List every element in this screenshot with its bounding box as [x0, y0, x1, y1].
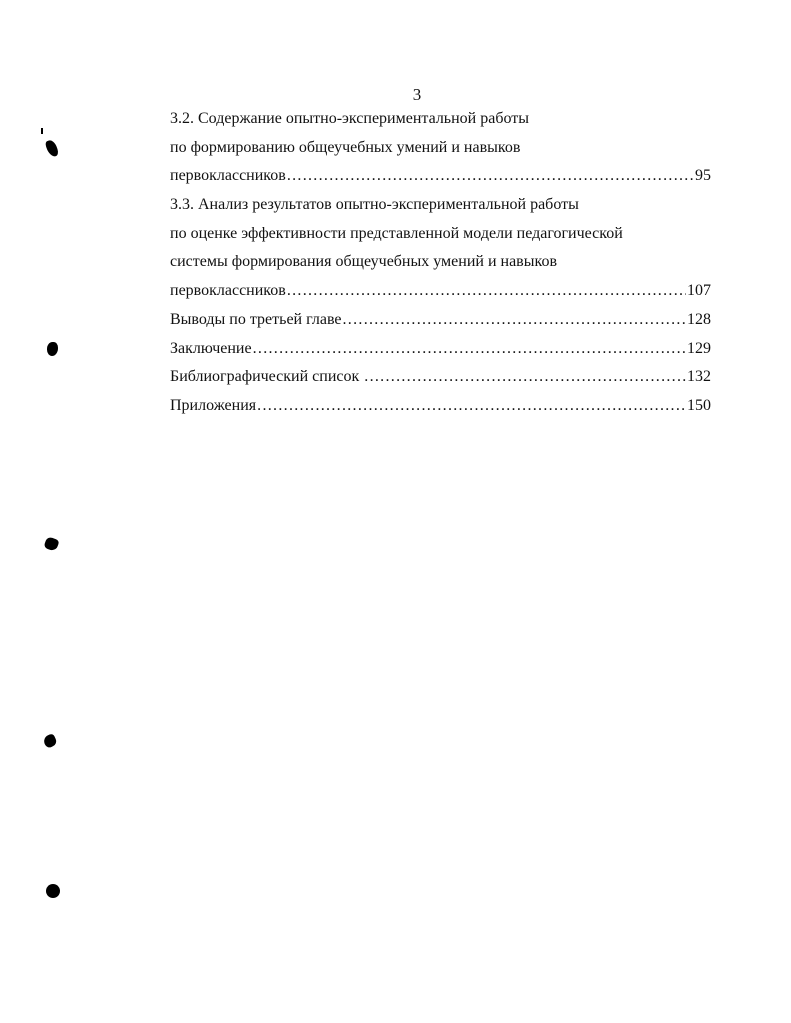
toc-line: 3.2. Содержание опытно-экспериментальной работы — [170, 110, 529, 127]
toc-entry-appendices — [170, 395, 711, 424]
toc-entry-page: 129 — [687, 339, 711, 357]
toc-entry-page: 150 — [687, 396, 711, 414]
scan-mark — [43, 536, 59, 552]
toc-entry-page: 132 — [687, 368, 711, 386]
toc-entry-conclusion — [170, 338, 711, 367]
toc-line: 3.3. Анализ результатов опытно-экспериментальной работы — [170, 196, 579, 214]
toc-entry-page: 95 — [695, 167, 711, 185]
dot-leader — [257, 395, 686, 417]
toc-entry-label: Приложения — [170, 396, 257, 414]
toc-entry-label: первоклассников — [170, 167, 286, 185]
toc-entry-label: Заключение — [170, 339, 252, 357]
dot-leader — [364, 366, 686, 388]
toc-entry-section-3-2 — [170, 165, 711, 194]
scan-mark — [42, 733, 58, 749]
toc-entry-label: первоклассников — [170, 282, 286, 300]
toc-entry-label: Выводы по третьей главе — [170, 310, 342, 328]
toc-line: системы формирования общеучебных умений и навыков — [170, 253, 557, 271]
toc-entry-label: Библиографический список — [170, 368, 364, 386]
dot-leader — [253, 338, 686, 360]
scan-mark — [46, 884, 60, 898]
scan-mark — [47, 342, 58, 356]
scan-mark — [41, 128, 43, 134]
toc-line: по оценке эффективности представленной модели педагогической — [170, 224, 623, 242]
dot-leader — [287, 165, 694, 187]
toc-entry-bibliography — [170, 366, 711, 395]
dot-leader — [287, 280, 686, 302]
toc-entry-section-3-3 — [170, 280, 711, 309]
page-number: 3 — [412, 85, 422, 104]
toc-entry-conclusions-chapter-3 — [170, 309, 711, 338]
toc-line: по формированию общеучебных умений и навыков — [170, 138, 521, 156]
toc-entry-page: 128 — [687, 310, 711, 328]
table-of-contents — [170, 108, 711, 424]
toc-entry-page: 107 — [687, 282, 711, 300]
dot-leader — [343, 309, 687, 331]
scan-mark — [45, 139, 60, 158]
